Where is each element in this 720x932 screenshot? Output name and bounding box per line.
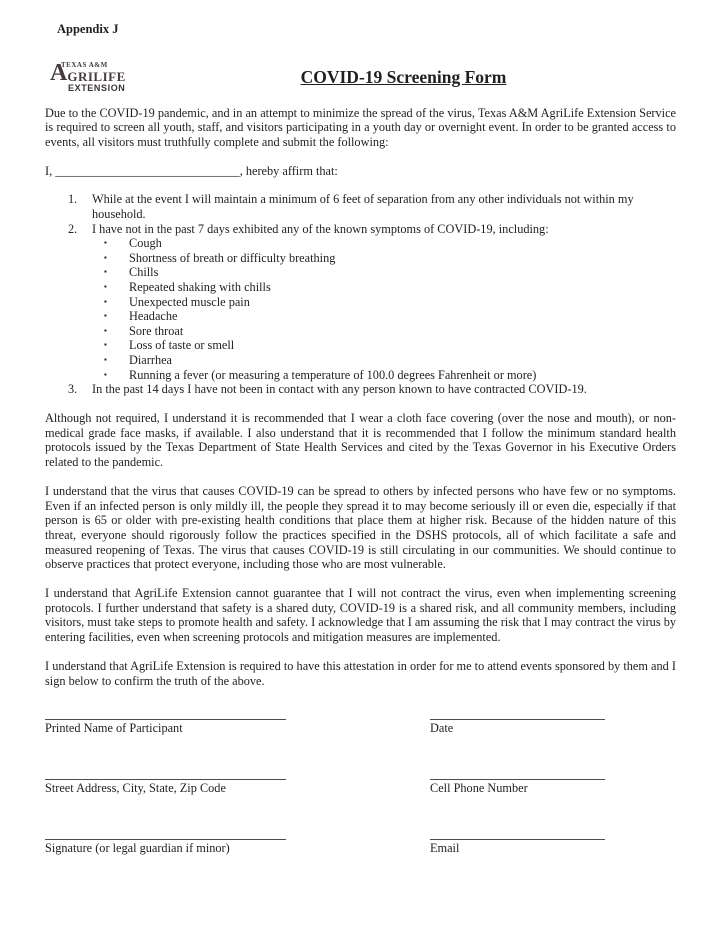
- square-bullet-icon: ▪: [104, 296, 107, 306]
- square-bullet-icon: ▪: [104, 355, 107, 364]
- list-item-3: [45, 382, 676, 397]
- square-bullet-icon: ▪: [104, 340, 107, 350]
- list-item-3-text: In the past 14 days I have not been in contact with any person known to have contracted COVID-19.: [92, 382, 587, 397]
- signature-row: [45, 779, 676, 796]
- square-bullet-icon: ▪: [104, 252, 107, 262]
- signature-row: [45, 839, 676, 856]
- symptom-text: Headache: [129, 309, 178, 324]
- symptom-bullet-list: [45, 236, 676, 382]
- affirmation-suffix: , hereby affirm that:: [239, 163, 338, 178]
- signature-field-label: Street Address, City, State, Zip Code: [45, 781, 226, 796]
- symptom-item: [45, 368, 676, 383]
- list-item-2-text: I have not in the past 7 days exhibited any of the known symptoms of COVID-19, including:: [92, 221, 549, 236]
- signature-section: [45, 719, 676, 856]
- affirmation-line: [45, 164, 676, 179]
- symptom-text: Repeated shaking with chills: [129, 280, 271, 295]
- square-bullet-icon: ▪: [104, 311, 107, 321]
- page-title: COVID-19 Screening Form: [300, 66, 507, 87]
- square-bullet-icon: ▪: [104, 282, 107, 292]
- symptom-text: Shortness of breath or difficulty breathing: [129, 250, 336, 265]
- list-item-1: [45, 192, 676, 221]
- square-bullet-icon: ▪: [104, 267, 107, 277]
- symptom-item: [45, 280, 676, 295]
- signature-field-email: [430, 839, 605, 856]
- signature-field-label: Email: [430, 841, 460, 856]
- logo-top-text: TEXAS A&M: [61, 60, 108, 69]
- symptom-text: Diarrhea: [129, 353, 173, 367]
- signature-field-address: [45, 779, 286, 796]
- signature-field-label: Printed Name of Participant: [45, 721, 183, 736]
- signature-row: [45, 719, 676, 736]
- paragraph-face-covering: Although not required, I understand it is recommended that I wear a cloth face covering (over the nose and mouth), or non-medical grade face masks, if available. I also understand that it is recommended that I follow the minimum standard health protocols issued by the Texas Department of State Health Services and cited by the Texas Governor in his Executive Orders related to the pandemic.: [45, 411, 676, 470]
- affirmation-prefix: I,: [45, 163, 56, 178]
- square-bullet-icon: ▪: [104, 369, 107, 379]
- symptom-text: Loss of taste or smell: [129, 338, 235, 353]
- symptom-text: Running a fever (or measuring a temperature of 100.0 degrees Fahrenheit or more): [129, 367, 537, 382]
- document-header: [45, 59, 676, 93]
- paragraph-attestation: I understand that AgriLife Extension is required to have this attestation in order for me to attend events sponsored by them and I sign below to confirm the truth of the above.: [45, 659, 676, 688]
- symptom-text: Sore throat: [129, 323, 184, 338]
- symptom-text: Chills: [129, 265, 159, 280]
- name-blank-line: ______________________________: [55, 163, 240, 178]
- affirmation-numbered-list: [45, 192, 676, 396]
- logo-initial: A: [50, 59, 68, 86]
- signature-field-label: Signature (or legal guardian if minor): [45, 841, 230, 856]
- symptom-text: Unexpected muscle pain: [129, 294, 250, 309]
- symptom-text: Cough: [129, 236, 162, 251]
- paragraph-no-guarantee: I understand that AgriLife Extension cannot guarantee that I will not contract the virus, even when implementing screening protocols. I further understand that safety is a shared duty, COVID-19 is a shared risk, and all community members, including visitors, must take steps to promote health and safety. I acknowledge that I am assuming the risk that I may contract the virus by entering facilities, even when screening protocols and mitigation measures are implemented.: [45, 586, 676, 644]
- logo-bottom-text: EXTENSION: [68, 82, 126, 93]
- signature-field-label: Cell Phone Number: [430, 781, 528, 796]
- symptom-item: [45, 353, 676, 368]
- list-item-2: [45, 222, 676, 237]
- paragraph-virus-spread: I understand that the virus that causes COVID-19 can be spread to others by infected persons who have few or no symptoms. Even if an infected person is only mildly ill, the people they spread it to may become seriously ill or even die, especially if that person is 65 or older with pre-existing health conditions that place them at higher risk. Because of the hidden nature of this threat, everyone should rigorously follow the practices specified in the DSHS protocols, all of which facilitate a safe and measured reopening of Texas. The virus that causes COVID-19 is still circulating in our communities. We should continue to observe practices that protect everyone, including those who are most vulnerable.: [45, 484, 676, 572]
- signature-field-label: Date: [430, 721, 454, 736]
- texas-am-agrilife-extension-logo: [45, 59, 155, 93]
- signature-field-signature: [45, 839, 286, 856]
- signature-field-printed-name: [45, 719, 286, 736]
- symptom-item: [45, 251, 676, 266]
- symptom-item: [45, 338, 676, 353]
- square-bullet-icon: ▪: [104, 325, 107, 335]
- symptom-item: [45, 265, 676, 280]
- symptom-item: [45, 324, 676, 339]
- symptom-item: [45, 295, 676, 310]
- list-item-1-marker: 1.: [68, 192, 78, 207]
- list-item-2-marker: 2.: [68, 221, 78, 236]
- logo-rest: GRILIFE: [67, 68, 126, 84]
- signature-field-date: [430, 719, 605, 736]
- title-wrap: [155, 67, 676, 87]
- symptom-item: [45, 309, 676, 324]
- appendix-label: Appendix J: [57, 22, 119, 36]
- square-bullet-icon: ▪: [104, 238, 107, 248]
- symptom-item: [45, 236, 676, 251]
- intro-paragraph: Due to the COVID-19 pandemic, and in an attempt to minimize the spread of the virus, Texas A&M AgriLife Extension Service is required to screen all youth, staff, and visitors participating in a youth day or overnight event. In order to be granted access to events, all visitors must truthfully complete and submit the following:: [45, 105, 676, 149]
- list-item-3-marker: 3.: [68, 382, 78, 397]
- list-item-1-text: While at the event I will maintain a minimum of 6 feet of separation from any other individuals not within my household.: [92, 192, 634, 222]
- signature-field-cell-phone: [430, 779, 605, 796]
